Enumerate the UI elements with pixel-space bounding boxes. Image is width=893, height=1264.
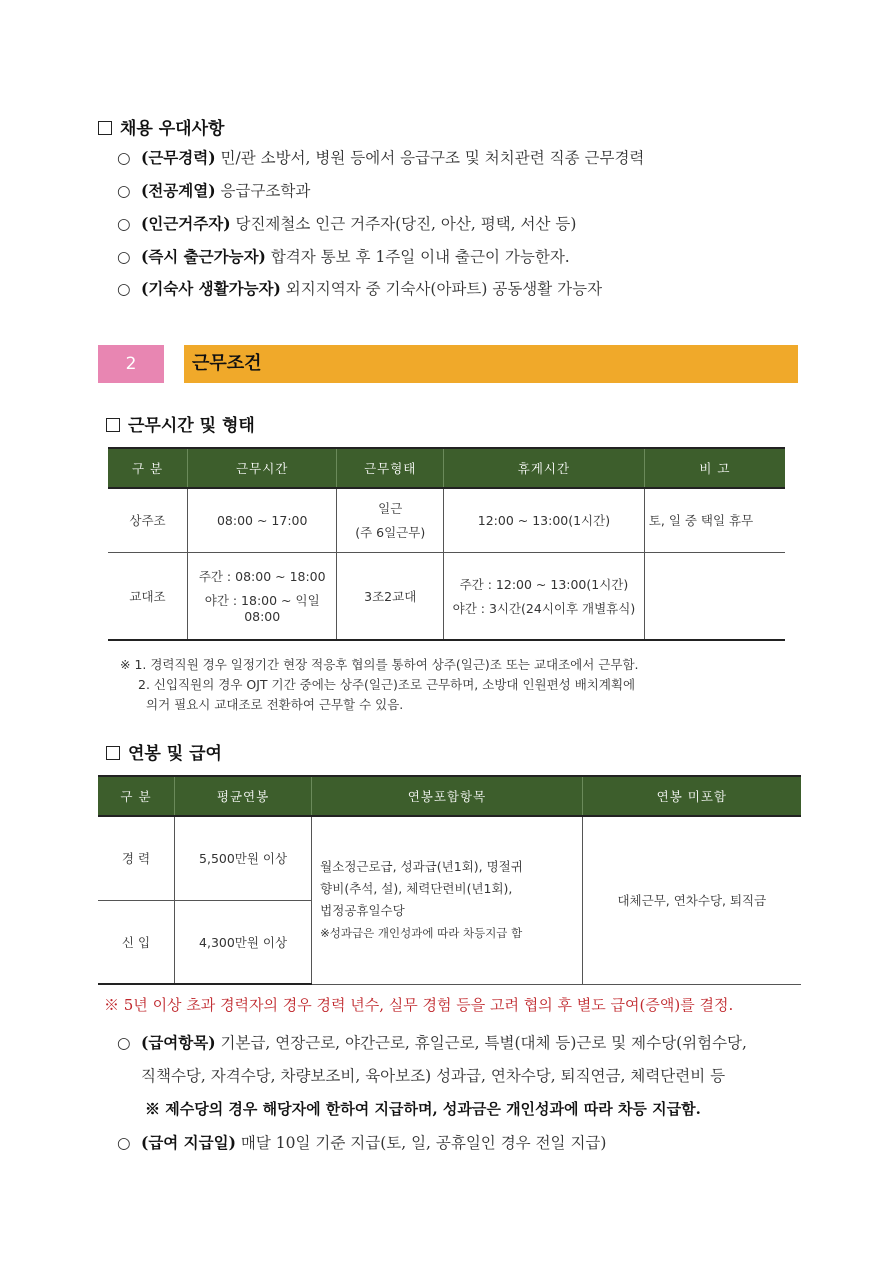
circle-bullet-icon: ○: [117, 182, 131, 200]
salary-table: [98, 775, 801, 985]
column-header: 연봉포함항목: [312, 776, 583, 816]
list-item: ○ (즉시 출근가능자) 합격자 통보 후 1주일 이내 출근이 가능한자.: [117, 247, 570, 266]
column-header: 연봉 미포함: [582, 776, 801, 816]
list-item: ○ (기숙사 생활가능자) 외지지역자 중 기숙사(아파트) 공동생활 가능자: [117, 279, 603, 298]
list-item: ○ (인근거주자) 당진제철소 인근 거주자(당진, 아산, 평택, 서산 등): [117, 214, 577, 233]
circle-bullet-icon: ○: [117, 280, 131, 298]
table-row: [108, 488, 785, 552]
worktime-table: [108, 447, 785, 641]
column-header: 비 고: [644, 448, 785, 488]
circle-bullet-icon: ○: [117, 1134, 131, 1152]
section-number: 2: [98, 345, 164, 383]
table-cell: 일근 (주 6일근무): [337, 488, 444, 552]
table-cell: 경 력: [98, 816, 174, 900]
table-cell: 주간 : 12:00 ~ 13:00(1시간) 야간 : 3시간(24시이후 개별휴식): [444, 552, 645, 640]
table-cell: 4,300만원 이상: [174, 900, 311, 984]
column-header: 휴게시간: [444, 448, 645, 488]
list-item-continuation: 직책수당, 자격수당, 차량보조비, 육아보조) 성과급, 연차수당, 퇴직연금, 체력단련비 등: [141, 1067, 726, 1085]
salary-heading: 연봉 및 급여: [106, 739, 222, 764]
table-cell: 대체근무, 연차수당, 퇴직금: [582, 816, 801, 984]
column-header: 평균연봉: [174, 776, 311, 816]
list-item: ○ (급여항목) 기본급, 연장근로, 야간근로, 휴일근로, 특별(대체 등)근로 및 제수당(위험수당,: [117, 1033, 747, 1052]
column-header: 근무형태: [337, 448, 444, 488]
worktime-note: 2. 신입직원의 경우 OJT 기간 중에는 상주(일근)조로 근무하며, 소방대 인원편성 배치계획에: [138, 677, 636, 692]
checkbox-square-icon: [98, 121, 112, 135]
column-header: 구 분: [108, 448, 188, 488]
table-row: [108, 552, 785, 640]
table-cell: 월소정근로급, 성과급(년1회), 명절귀 향비(추석, 설), 체력단련비(년1회), 법정공휴일수당 ※성과급은 개인성과에 따라 차등지급 함: [312, 816, 583, 984]
table-cell: 3조2교대: [337, 552, 444, 640]
table-cell: 08:00 ~ 17:00: [188, 488, 337, 552]
table-cell: [644, 552, 785, 640]
checkbox-square-icon: [106, 746, 120, 760]
table-cell: 12:00 ~ 13:00(1시간): [444, 488, 645, 552]
checkbox-square-icon: [106, 418, 120, 432]
circle-bullet-icon: ○: [117, 215, 131, 233]
circle-bullet-icon: ○: [117, 248, 131, 266]
table-cell: 토, 일 중 택일 휴무: [644, 488, 785, 552]
column-header: 근무시간: [188, 448, 337, 488]
table-cell: 교대조: [108, 552, 188, 640]
worktime-note: 의거 필요시 교대조로 전환하여 근무할 수 있음.: [146, 697, 404, 712]
salary-red-note: ※ 5년 이상 초과 경력자의 경우 경력 년수, 실무 경험 등을 고려 협의 후 별도 급여(증액)를 결정.: [104, 996, 734, 1014]
table-row: [98, 816, 801, 900]
circle-bullet-icon: ○: [117, 149, 131, 167]
worktime-note: ※ 1. 경력직원 경우 일정기간 현장 적응후 협의를 통하여 상주(일근)조 또는 교대조에서 근무함.: [120, 657, 639, 672]
worktime-heading: 근무시간 및 형태: [106, 411, 255, 436]
list-item: ○ (전공계열) 응급구조학과: [117, 181, 311, 200]
list-item: ○ (급여 지급일) 매달 10일 기준 지급(토, 일, 공휴일인 경우 전일 지급): [117, 1133, 607, 1152]
list-item: ○ (근무경력) 민/관 소방서, 병원 등에서 응급구조 및 처치관련 직종 근무경력: [117, 148, 645, 167]
table-cell: 신 입: [98, 900, 174, 984]
table-cell: 상주조: [108, 488, 188, 552]
circle-bullet-icon: ○: [117, 1034, 131, 1052]
column-header: 구 분: [98, 776, 174, 816]
table-cell: 5,500만원 이상: [174, 816, 311, 900]
preferences-heading: 채용 우대사항: [98, 114, 224, 139]
salary-bold-note: ※ 제수당의 경우 해당자에 한하여 지급하며, 성과금은 개인성과에 따라 차등 지급함.: [145, 1100, 701, 1118]
section-title: 근무조건: [184, 345, 798, 383]
table-cell: 주간 : 08:00 ~ 18:00 야간 : 18:00 ~ 익일 08:00: [188, 552, 337, 640]
